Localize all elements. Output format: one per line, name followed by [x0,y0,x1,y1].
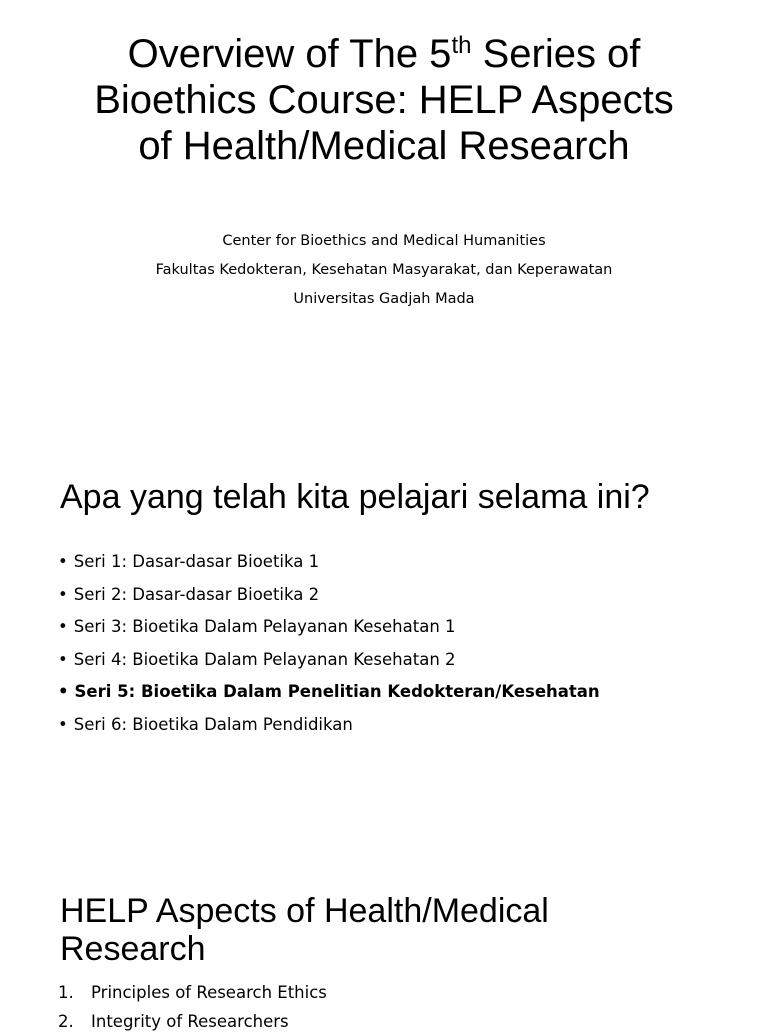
list-item [58,579,600,612]
slide-3 [0,870,768,1031]
subtitle-line-faculty: Fakultas Kedokteran, Kesehatan Masyarakat, dan Keperawatan [155,262,613,278]
title-part-2: Series of Bioethics Course: HELP Aspects of Health/Medical Research [94,32,674,168]
list-item-text: Integrity of Researchers [91,1012,289,1031]
list-item [58,546,600,579]
list-item-text: Seri 3: Bioetika Dalam Pelayanan Kesehatan 1 [73,617,456,636]
subtitle-line-university: Universitas Gadjah Mada [293,291,475,307]
slide-1 [0,0,768,420]
bullet-icon: • [58,649,68,669]
bullet-icon: • [58,584,68,604]
bullet-icon: • [58,714,68,734]
slide-heading: HELP Aspects of Health/Medical Research [60,892,549,968]
numbered-list [58,978,327,1036]
list-item-text: Seri 1: Dasar-dasar Bioetika 1 [73,552,320,571]
bullet-icon: • [58,682,69,701]
list-item-text: Seri 5: Bioetika Dalam Penelitian Kedokteran/Kesehatan [74,682,600,701]
list-item-number: 2. [58,1012,74,1031]
bullet-icon: • [58,617,68,636]
slide-subtitle [0,227,768,314]
list-item-number: 1. [58,983,74,1002]
list-item [58,978,327,1007]
slide-title [80,31,688,169]
title-superscript: th [451,32,472,59]
title-part-1: Overview of The 5 [127,32,452,76]
list-item [58,611,600,644]
list-item-text: Seri 4: Bioetika Dalam Pelayanan Kesehatan 2 [73,649,456,669]
slide-2 [0,452,768,852]
slide-heading: Apa yang telah kita pelajari selama ini? [60,478,650,516]
list-item [58,709,600,742]
list-item [58,644,600,677]
list-item [58,1007,327,1036]
list-item-text: Principles of Research Ethics [91,983,327,1002]
list-item-text: Seri 6: Bioetika Dalam Pendidikan [73,714,353,734]
list-item-text: Seri 2: Dasar-dasar Bioetika 2 [73,584,320,604]
list-item-highlighted [58,676,600,709]
bullet-icon: • [58,552,68,571]
subtitle-line-center: Center for Bioethics and Medical Humanities [222,233,546,249]
bullet-list [58,546,600,741]
